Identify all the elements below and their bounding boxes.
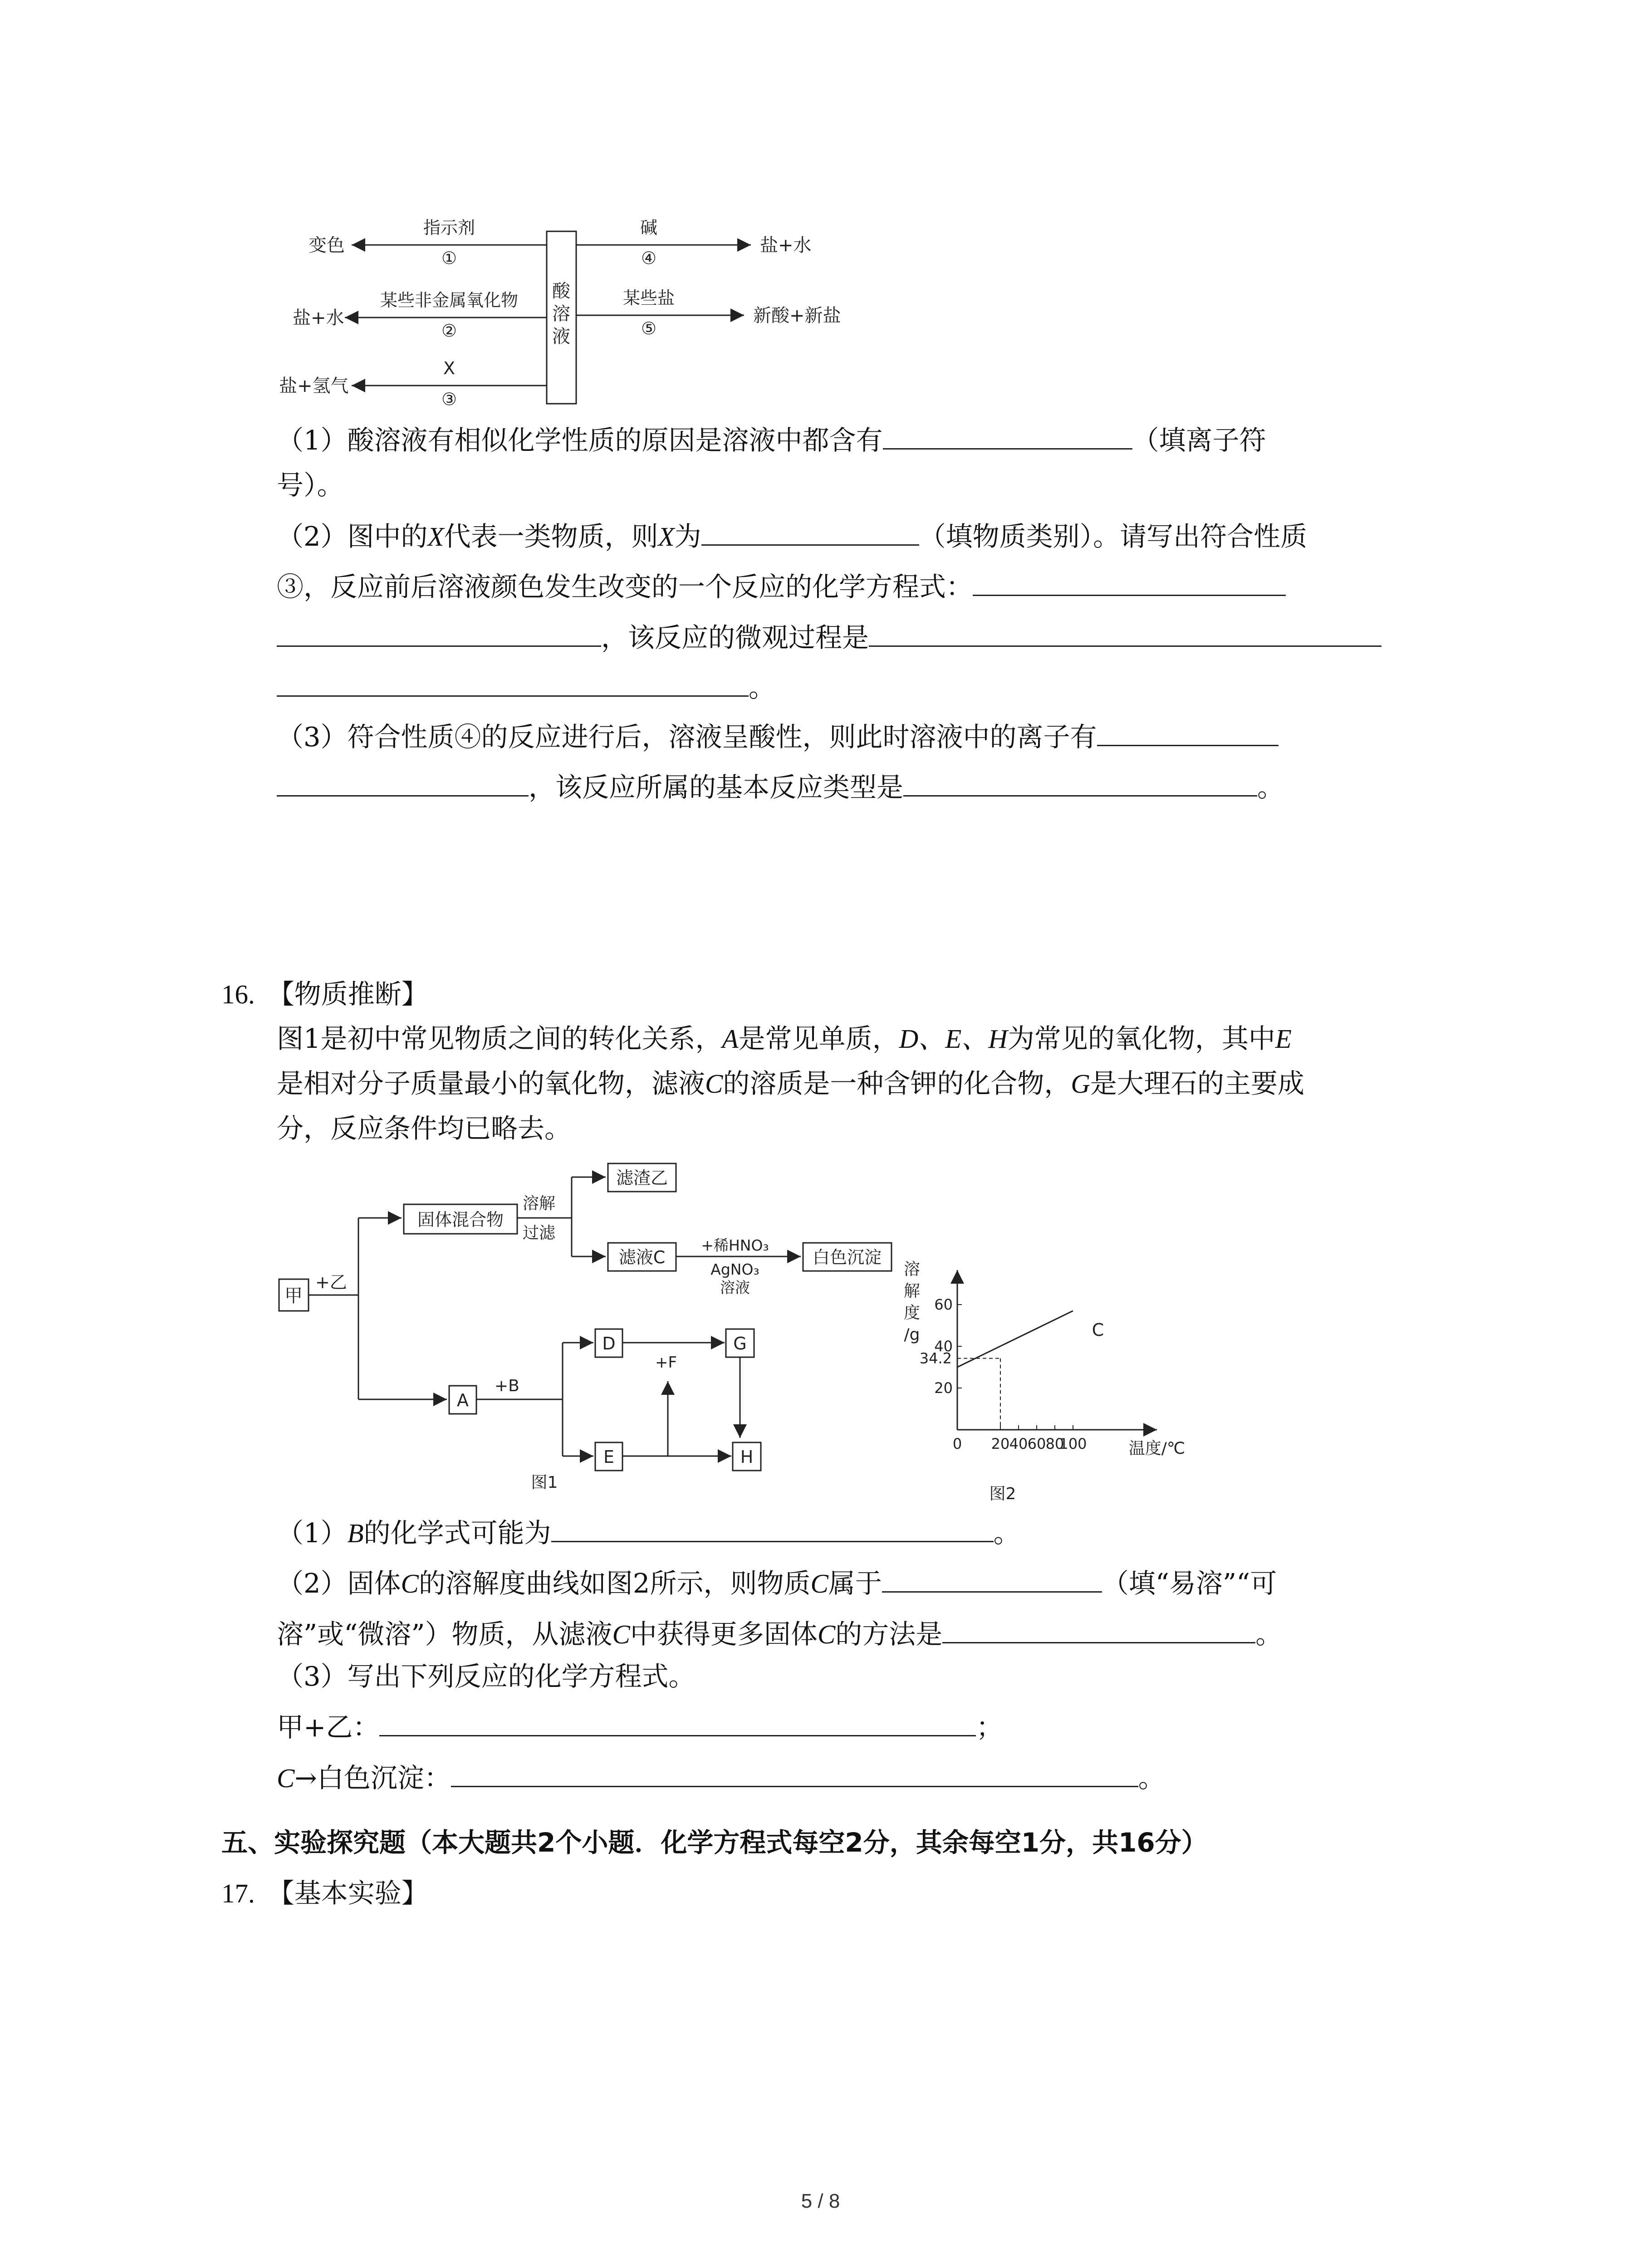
plus-F-label: +F: [655, 1354, 677, 1372]
q16-part2-line2: [277, 1618, 1282, 1651]
dissolve-label: 溶解: [523, 1194, 556, 1213]
q16-s2-e: 溶”或“微溶”）物质，从滤液: [277, 1618, 612, 1650]
q15-p1-answer-blank[interactable]: [883, 425, 1132, 450]
q16-s1-b: 的化学式可能为: [363, 1517, 551, 1549]
q15-p1-text-c: 号）。: [277, 469, 344, 501]
q16-s2-C: C: [401, 1569, 419, 1598]
E-label: E: [603, 1447, 615, 1467]
solubility-axis-label: [904, 1260, 920, 1344]
xtick-label-80: 80: [1045, 1435, 1064, 1452]
q15-p1-text-a: （1）酸溶液有相似化学性质的原因是溶液中都含有: [277, 425, 883, 456]
ytick-label-60: 60: [934, 1296, 953, 1313]
q16-s2-class-blank[interactable]: [882, 1568, 1102, 1593]
q16-intro1-DEH: D、E、H: [899, 1024, 1008, 1054]
q15-p2-micro-blank-a[interactable]: [869, 622, 1381, 647]
q16-s2-C4: C: [817, 1619, 836, 1649]
guide-lines: [920, 1350, 1000, 1430]
curve-label-C: C: [1092, 1320, 1104, 1340]
ylabel-char-3: /g: [904, 1325, 920, 1344]
q16-eq1-end: ；: [976, 1711, 1003, 1743]
q15-p2-text-d: （填物质类别）。请写出符合性质: [919, 521, 1308, 552]
q16-intro-line2: [277, 1067, 1304, 1100]
section5-heading: [221, 1826, 1208, 1859]
q16-eq2-end: 。: [1138, 1762, 1165, 1794]
q17-number: 17.: [221, 1878, 255, 1908]
xtick-label-20: 20: [991, 1435, 1010, 1452]
q16-number: 16.: [221, 979, 255, 1009]
q15-part2-line4: [277, 671, 775, 704]
q16-intro3: 分，反应条件均已略去。: [277, 1113, 572, 1144]
H-label: H: [740, 1447, 754, 1467]
q17-header: [221, 1877, 428, 1910]
num-2: ②: [441, 321, 457, 341]
q15-p3-text-c: 。: [1257, 772, 1284, 803]
x-axis-label: 温度/℃: [1128, 1439, 1185, 1458]
q15-part2-line1: [277, 520, 1307, 553]
q15-p3-text-a: （3）符合性质④的反应进行后，溶液呈酸性，则此时溶液中的离子有: [277, 721, 1097, 753]
q16-s2-C3: C: [612, 1619, 630, 1649]
xtick-label-0: 0: [952, 1435, 962, 1452]
solubility-line-C: [957, 1311, 1073, 1367]
jia-label: 甲: [284, 1286, 303, 1306]
q15-p2-text-f: ，该反应的微观过程是: [601, 622, 869, 653]
q16-tag: 【物质推断】: [267, 978, 428, 1010]
q15-p2-x2: X: [658, 522, 675, 552]
result-new-acid-salt: 新酸+新盐: [753, 305, 841, 326]
q16-eq1: [277, 1711, 1003, 1744]
q16-eq2-blank[interactable]: [451, 1762, 1138, 1787]
q16-s2-h: 。: [1255, 1618, 1283, 1650]
ytick-label-40: 40: [934, 1338, 953, 1355]
q15-p3-type-blank[interactable]: [903, 772, 1257, 797]
q16-s2-method-blank[interactable]: [942, 1618, 1255, 1643]
label-nonmetal-oxide: 某些非金属氧化物: [380, 290, 519, 310]
marked-value-label: 34.2: [919, 1349, 952, 1367]
q16-intro1-E: E: [1275, 1024, 1292, 1054]
figure2-solubility-chart: [894, 1256, 1202, 1510]
q16-s2-a: （2）固体: [277, 1568, 401, 1599]
q15-p2-text-a: （2）图中的: [277, 521, 428, 552]
label-indicator: 指示剂: [423, 218, 475, 238]
reagent-solution: 溶液: [720, 1279, 750, 1296]
section5-text: 五、实验探究题（本大题共2个小题．化学方程式每空2分，其余每空1分，共16分）: [221, 1827, 1208, 1858]
q16-s2-f: 中获得更多固体: [630, 1618, 818, 1650]
q16-s1-formula-blank[interactable]: [551, 1517, 994, 1542]
q16-s1-a: （1）: [277, 1517, 348, 1549]
ylabel-char-1: 解: [903, 1282, 921, 1300]
q16-intro2-C: C: [705, 1069, 723, 1099]
num-3: ③: [441, 389, 457, 409]
solid-mix-label: 固体混合物: [417, 1210, 504, 1230]
q16-eq2-C: C: [277, 1763, 295, 1793]
q15-p1-text-b: （填离子符: [1132, 425, 1266, 456]
q16-header: [221, 978, 428, 1011]
G-label: G: [733, 1334, 747, 1354]
q15-part3-line1: [277, 721, 1279, 753]
q16-s3: （3）写出下列反应的化学方程式。: [277, 1661, 696, 1692]
q16-eq2-label: →白色沉淀：: [294, 1762, 451, 1794]
plus-B-label: +B: [495, 1377, 519, 1395]
q15-p3-ions-blank-a[interactable]: [1097, 721, 1279, 746]
q17-tag: 【基本实验】: [267, 1877, 428, 1909]
white-ppt-label: 白色沉淀: [812, 1247, 882, 1267]
q15-part2-line3: [277, 621, 1381, 654]
filter-label: 过滤: [523, 1224, 556, 1242]
q16-s1-B: B: [347, 1518, 364, 1548]
q16-part1: [277, 1517, 1020, 1549]
A-label: A: [457, 1390, 469, 1410]
ylabel-char-2: 度: [903, 1304, 921, 1322]
q16-part3: [277, 1660, 696, 1693]
q16-intro1-b: 是常见单质，: [738, 1023, 899, 1054]
reagent-hno3: +稀HNO₃: [701, 1237, 769, 1254]
q16-intro1-A: A: [722, 1024, 739, 1054]
q15-part2-line2: [277, 571, 1286, 603]
q15-part3-line2: [277, 771, 1284, 804]
q15-part1-line2: [277, 469, 344, 502]
q15-part1-line1: [277, 424, 1266, 457]
num-4: ④: [641, 248, 657, 268]
acid-properties-diagram: [272, 213, 862, 413]
q15-p3-text-b: ，该反应所属的基本反应类型是: [529, 772, 904, 803]
label-some-salt: 某些盐: [622, 288, 675, 308]
acid-box-char-1: 酸: [552, 281, 570, 302]
q16-s2-b: 的溶解度曲线如图2所示，则物质: [418, 1568, 811, 1599]
result-salt-hydrogen: 盐+氢气: [279, 376, 349, 396]
q16-intro1-a: 图1是初中常见物质之间的转化关系，: [277, 1023, 722, 1054]
plus-yi-label: +乙: [315, 1272, 347, 1292]
reagent-agno3: AgNO₃: [710, 1261, 759, 1278]
D-label: D: [602, 1334, 616, 1354]
num-5: ⑤: [641, 318, 657, 338]
ytick-label-20: 20: [934, 1379, 953, 1397]
result-color-change: 变色: [309, 235, 345, 256]
xtick-label-60: 60: [1027, 1435, 1046, 1452]
q15-p3-ions-blank-b[interactable]: [277, 772, 529, 797]
q16-intro2-a: 是相对分子质量最小的氧化物，滤液: [277, 1068, 705, 1099]
q16-s2-g: 的方法是: [835, 1618, 943, 1650]
q15-p2-class-blank[interactable]: [701, 521, 919, 546]
acid-box-char-3: 液: [552, 326, 570, 347]
q16-intro2-b: 的溶质是一种含钾的化合物，: [723, 1068, 1071, 1099]
q16-s1-c: 。: [993, 1517, 1020, 1549]
q15-p2-equation-blank-b[interactable]: [277, 622, 601, 647]
xtick-label-100: 100: [1059, 1435, 1087, 1452]
xtick-label-40: 40: [1009, 1435, 1028, 1452]
ylabel-char-0: 溶: [903, 1260, 921, 1279]
figure1-caption: 图1: [531, 1473, 558, 1492]
residue-label: 滤渣乙: [616, 1168, 668, 1188]
q16-intro2-c: 是大理石的主要成: [1090, 1068, 1305, 1099]
q16-s2-C2: C: [810, 1569, 828, 1598]
q15-p2-text-c: 为: [674, 521, 701, 552]
q15-p2-x1: X: [427, 522, 444, 552]
q16-intro1-c: 为常见的氧化物，其中: [1007, 1023, 1275, 1054]
q16-intro-line1: [277, 1022, 1292, 1055]
q16-s2-c: 属于: [828, 1568, 882, 1599]
q15-p2-text-g: 。: [749, 672, 776, 703]
q16-eq1-label: 甲+乙：: [277, 1711, 380, 1743]
label-base: 碱: [640, 218, 658, 238]
q16-eq1-blank[interactable]: [379, 1711, 976, 1736]
q15-p2-text-b: 代表一类物质，则: [444, 521, 658, 552]
q16-intro2-G: G: [1071, 1069, 1090, 1099]
solubility-curve-group: [957, 1311, 1073, 1367]
q16-s2-d: （填“易溶”“可: [1102, 1568, 1277, 1599]
result-salt-water-right: 盐+水: [760, 235, 812, 256]
acid-box-char-2: 溶: [552, 303, 570, 324]
label-x: X: [443, 358, 456, 378]
figure1-transformation-diagram: [272, 1154, 907, 1499]
filtrate-label: 滤液C: [618, 1247, 666, 1267]
result-salt-water-left: 盐+水: [293, 308, 344, 328]
q15-p2-text-e: ③，反应前后溶液颜色发生改变的一个反应的化学方程式：: [277, 571, 973, 602]
q15-p2-equation-blank-a[interactable]: [973, 571, 1286, 596]
num-1: ①: [441, 248, 457, 268]
q15-p2-micro-blank-b[interactable]: [277, 672, 749, 697]
figure2-caption: 图2: [989, 1485, 1016, 1503]
page-number: 5 / 8: [801, 2190, 840, 2212]
q16-intro-line3: [277, 1112, 571, 1145]
q16-part2-line1: [277, 1567, 1277, 1600]
q16-eq2: [277, 1762, 1165, 1794]
